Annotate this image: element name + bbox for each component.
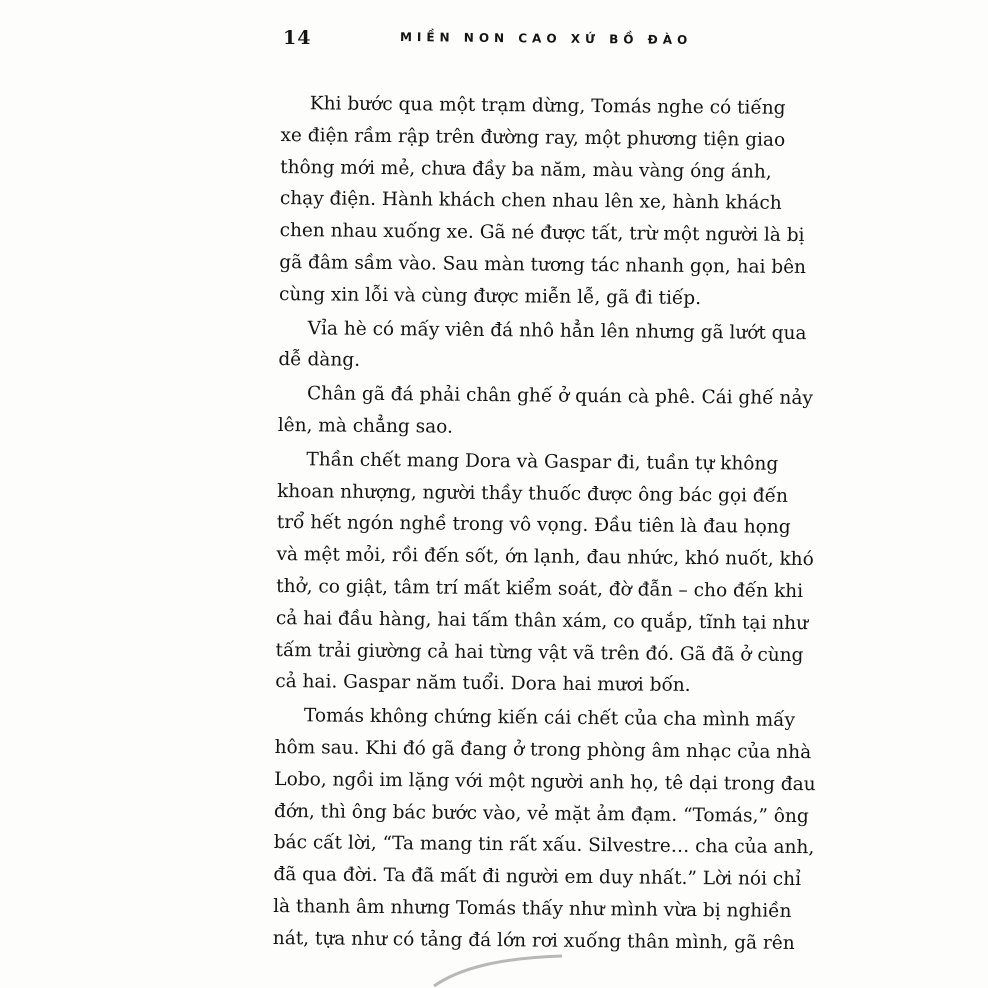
body-text <box>272 88 816 959</box>
text-line: gã đâm sầm vào. Sau màn tương tác nhanh gọn, hai bên <box>279 251 807 279</box>
paragraph <box>278 88 807 315</box>
text-line: cả hai đầu hàng, hai tấm thân xám, co quắp, tĩnh tại như <box>275 607 809 634</box>
text-line: Tomás không chứng kiến cái chết của cha mình mấy <box>303 705 796 732</box>
text-line: thở, co giật, tâm trí mất kiểm soát, đờ đẫn – cho đến khi <box>276 575 804 602</box>
text-line: đã qua đời. Ta đã mất đi người em duy nhất.” Lời nói chỉ <box>273 864 802 891</box>
text-line: nát, tựa như có tảng đá lớn rơi xuống thân mình, gã rên <box>272 927 795 954</box>
text-line: là thanh âm nhưng Tomás thấy như mình vừa bị nghiền <box>273 895 792 922</box>
paragraph <box>272 700 816 959</box>
text-line: Khi bước qua một trạm dừng, Tomás nghe có tiếng <box>309 93 786 119</box>
text-line: cả hai. Gaspar năm tuổi. Dora hai mươi bốn. <box>275 671 691 697</box>
text-line: và mệt mỏi, rồi đến sốt, ớn lạnh, đau nhức, khó nuốt, khó <box>276 544 814 571</box>
text-line: chen nhau xuống xe. Gã né được tất, trừ một người là bị <box>279 220 805 247</box>
paragraph <box>278 313 807 381</box>
paragraph <box>275 444 814 703</box>
text-line: Thần chết mang Dora và Gaspar đi, tuần tự không <box>306 449 779 475</box>
text-line: Chân gã đá phải chân ghế ở quán cà phê. Cái ghế nảy <box>306 383 813 410</box>
page-number: 14 <box>283 27 312 49</box>
running-head: MIỀN NON CAO XỨ BỒ ĐÀO <box>399 30 693 48</box>
text-line: trổ hết ngón nghề trong vô vọng. Đầu tiên là đau họng <box>276 512 791 539</box>
paragraph <box>277 378 813 446</box>
text-line: dễ dàng. <box>278 349 361 372</box>
text-line: hôm sau. Khi đó gã đang ở trong phòng âm nhạc của nhà <box>274 736 812 764</box>
text-line: bác cất lời, “Ta mang tin rất xấu. Silvestre… cha của anh, <box>273 832 815 859</box>
page-curl-shadow <box>430 950 570 988</box>
text-line: chạy điện. Hành khách chen nhau lên xe, hành khách <box>279 188 782 215</box>
text-line: Vỉa hè có mấy viên đá nhô hẳn lên nhưng gã lướt qua <box>307 317 807 344</box>
text-line: khoan nhượng, người thầy thuốc được ông bác gọi đến <box>277 480 789 507</box>
text-line: đớn, thì ông bác bước vào, vẻ mặt ảm đạm. “Tomás,” ông <box>273 800 809 827</box>
text-line: Lobo, ngồi im lặng với một người anh họ, tê dại trong đau <box>274 768 816 795</box>
text-line: lên, mà chẳng sao. <box>277 414 454 438</box>
text-line: cùng xin lỗi và cùng được miễn lễ, gã đi tiếp. <box>278 283 702 309</box>
text-line: xe điện rầm rập trên đường ray, một phương tiện giao <box>280 124 786 151</box>
text-line: tấm trải giường cả hai từng vật vã trên đó. Gã đã ở cùng <box>275 639 804 666</box>
text-line: thông mới mẻ, chưa đầy ba năm, màu vàng óng ánh, <box>280 156 772 183</box>
